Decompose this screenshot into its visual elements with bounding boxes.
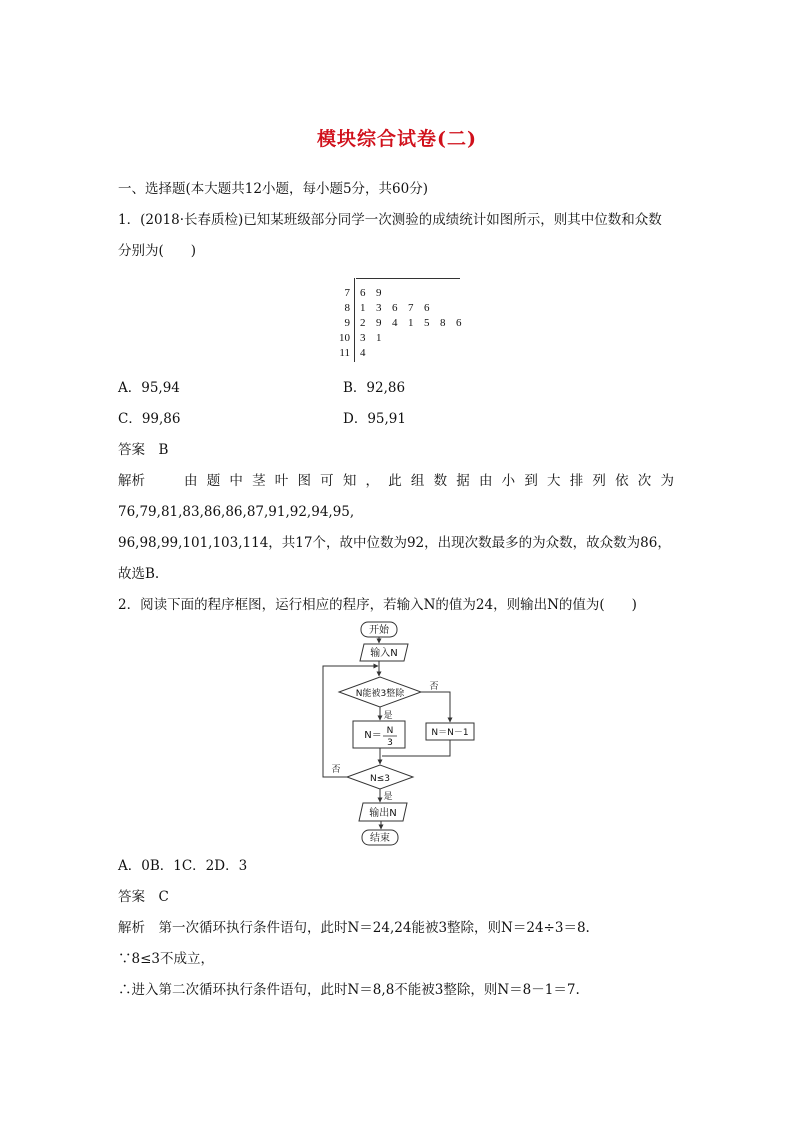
flowchart-no1-label: 否 [429, 682, 439, 692]
analysis-char: 依 [615, 473, 629, 489]
flowchart-input-label: 输入N [370, 648, 398, 659]
flowchart-yes2-label: 是 [383, 792, 393, 802]
analysis-char: 由 [184, 473, 198, 489]
leaf-value: 1 [376, 332, 382, 344]
analysis-char: 数 [433, 473, 448, 489]
flowchart-condition2-label: N≤3 [370, 774, 390, 784]
q1-stem-line1: 1．(2018·长春质检)已知某班级部分同学一次测验的成绩统计如图所示，则其中位数和众数 [118, 212, 662, 228]
q1-answer: 答案 B [118, 442, 169, 458]
analysis-char: 叶 [274, 473, 289, 489]
q2-options: A．0B．1C．2D．3 [118, 858, 248, 874]
leaf-value: 5 [424, 317, 430, 329]
leaf-value: 1 [408, 317, 414, 329]
page-title: 模块综合试卷(二) [317, 128, 477, 150]
q2-analysis-line3: ∴进入第二次循环执行条件语句，此时N＝8,8不能被3整除，则N＝8－1＝7. [118, 982, 580, 998]
flowchart-arrow-no1 [421, 692, 450, 722]
leaf-value: 3 [376, 302, 382, 314]
stem-leaf-plot [334, 278, 464, 364]
flowchart-process-no-label: N＝N－1 [431, 728, 469, 738]
leaf-value: 3 [360, 332, 366, 344]
flowchart-output-label: 输出N [369, 808, 397, 819]
section-header: 一、选择题(本大题共12小题，每小题5分，共60分) [118, 181, 428, 197]
analysis-char: 据 [456, 473, 470, 489]
q1-analysis-line4: 故选B. [118, 566, 160, 582]
leaf-value: 4 [392, 317, 398, 329]
analysis-char: 知 [342, 473, 357, 489]
flowchart-end-label: 结束 [370, 833, 390, 844]
q1-analysis-line1 [184, 472, 674, 490]
q1-option-d: D．95,91 [343, 411, 406, 427]
stem-value: 9 [344, 317, 350, 329]
flowchart-start-label: 开始 [369, 625, 389, 636]
leaf-value: 9 [376, 287, 382, 299]
leaf-value: 6 [456, 317, 462, 329]
flowchart-process-yes-numerator: N [386, 726, 394, 736]
stem-value: 7 [344, 287, 350, 299]
flowchart-process-yes-denominator: 3 [387, 738, 393, 748]
flowchart [310, 618, 480, 850]
stem-value: 11 [339, 347, 350, 359]
stem-leaf-row [334, 286, 472, 301]
stem-leaf-rows [334, 286, 472, 361]
q2-analysis-line1: 解析 第一次循环执行条件语句，此时N＝24,24能被3整除，则N＝24÷3＝8. [118, 920, 590, 936]
analysis-char: 中 [229, 473, 243, 489]
analysis-char: 茎 [252, 473, 266, 489]
leaf-value: 7 [408, 302, 414, 314]
analysis-char: 小 [501, 473, 516, 489]
analysis-char: 到 [524, 473, 538, 489]
q1-option-c: C．99,86 [118, 411, 181, 427]
q2-analysis-line2: ∵8≤3不成立， [118, 951, 214, 967]
flowchart-no2-label: 否 [331, 765, 341, 775]
stem-leaf-row [334, 316, 472, 331]
leaf-value: 1 [360, 302, 366, 314]
analysis-char: 次 [637, 473, 652, 489]
leaf-value: 6 [360, 287, 366, 299]
q1-analysis-line2: 76,79,81,83,86,86,87,91,92,94,95, [118, 504, 355, 520]
stem-value: 10 [339, 332, 350, 344]
q2-answer: 答案 C [118, 889, 169, 905]
analysis-char: 图 [297, 473, 311, 489]
stem-value: 8 [344, 302, 350, 314]
stem-leaf-top-rule [356, 278, 460, 279]
q2-stem: 2．阅读下面的程序框图，运行相应的程序，若输入N的值为24，则输出N的值为( ) [118, 597, 637, 613]
flowchart-condition1-label: N能被3整除 [355, 689, 405, 699]
stem-leaf-row [334, 346, 472, 361]
analysis-char: 大 [547, 473, 561, 489]
stem-leaf-row [334, 331, 472, 346]
q1-analysis-line3: 96,98,99,101,103,114，共17个，故中位数为92，出现次数最多的为众数，故众数为86， [118, 535, 671, 551]
analysis-char: 组 [410, 473, 425, 489]
q1-option-b: B．92,86 [343, 380, 406, 396]
q1-stem-line2: 分别为( ) [118, 243, 197, 259]
q1-analysis-label: 解析 [118, 473, 145, 489]
analysis-char: 此 [388, 473, 402, 489]
flowchart-process-yes-left: N＝ [364, 730, 382, 741]
analysis-char: 题 [206, 473, 221, 489]
stem-leaf-row [334, 301, 472, 316]
analysis-char: 排 [569, 473, 584, 489]
analysis-char: 可 [320, 473, 334, 489]
q1-option-a: A．95,94 [118, 380, 180, 396]
flowchart-yes1-label: 是 [383, 711, 393, 721]
leaf-value: 6 [424, 302, 430, 314]
leaf-value: 2 [360, 317, 366, 329]
leaf-value: 9 [376, 317, 382, 329]
analysis-char: ， [365, 473, 379, 489]
leaf-value: 6 [392, 302, 398, 314]
analysis-char: 由 [478, 473, 493, 489]
analysis-char: 列 [592, 473, 606, 489]
analysis-char: 为 [660, 473, 674, 489]
leaf-value: 8 [440, 317, 446, 329]
leaf-value: 4 [360, 347, 366, 359]
